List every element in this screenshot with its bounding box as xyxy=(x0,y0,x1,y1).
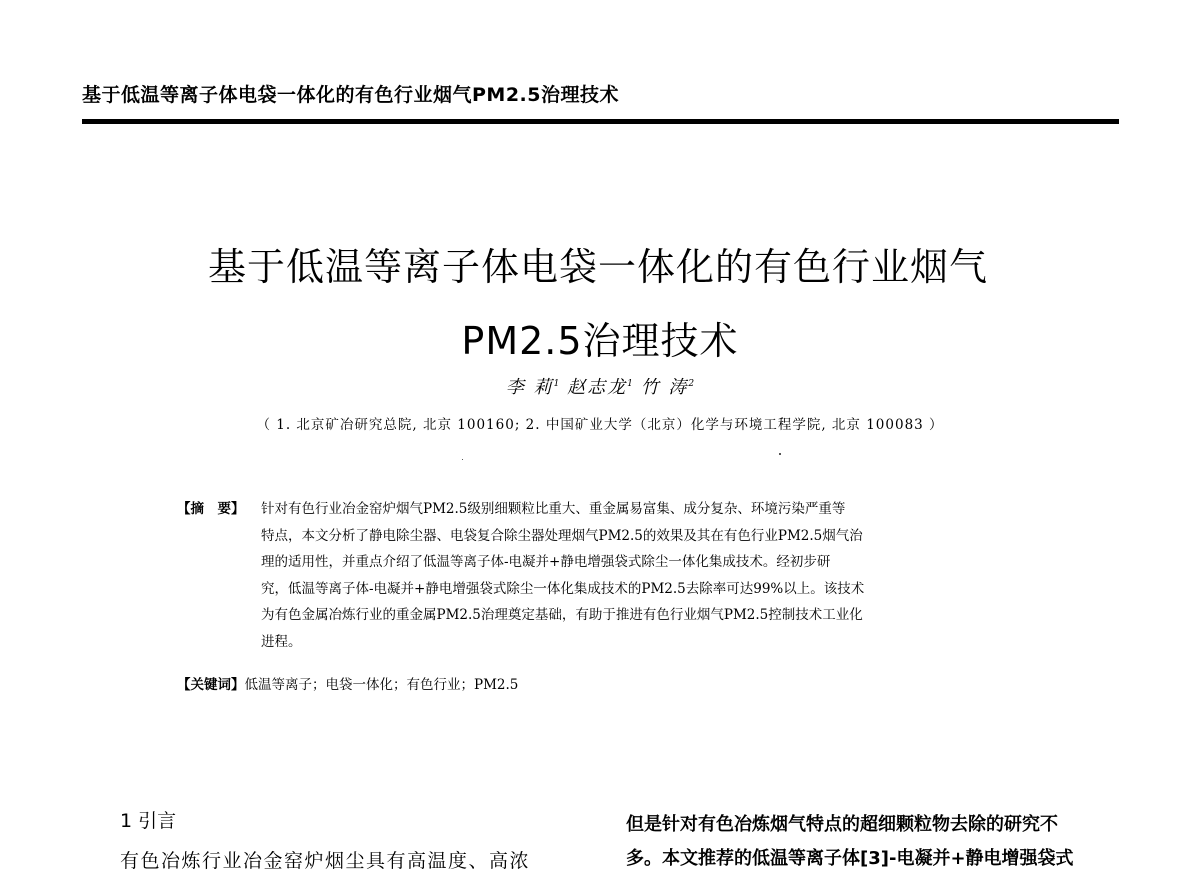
keywords-text: 低温等离子；电袋一体化；有色行业；PM2.5 xyxy=(244,677,519,693)
author-name: 赵志龙 xyxy=(567,377,628,398)
author-affiliation-mark: 2 xyxy=(688,379,695,389)
abstract-block xyxy=(177,496,1017,655)
speck xyxy=(462,459,463,460)
abstract-line: 究，低温等离子体-电凝并+静电增强袋式除尘一体化集成技术的PM2.5去除率可达99%以上。该技术 xyxy=(261,580,865,597)
section-heading: 1 引言 xyxy=(120,810,177,832)
author-affiliation-mark: 1 xyxy=(553,379,560,389)
paper-title-line-2: PM2.5治理技术 xyxy=(461,319,739,363)
author-affiliation-mark: 1 xyxy=(627,379,633,389)
abstract-line: 理的适用性，并重点介绍了低温等离子体-电凝并+静电增强袋式除尘一体化集成技术。经初步研 xyxy=(261,554,831,570)
speck xyxy=(779,453,781,455)
header-rule xyxy=(82,119,1119,124)
right-column-text xyxy=(626,808,1126,876)
author-list xyxy=(0,373,1200,399)
author-name: 竹 涛 xyxy=(640,377,689,398)
right-column-line: 但是针对有色冶炼烟气特点的超细颗粒物去除的研究不 xyxy=(626,814,1058,835)
author-name: 李 莉 xyxy=(505,377,554,398)
abstract-line: 进程。 xyxy=(261,633,302,650)
abstract-line: 针对有色行业冶金窑炉烟气PM2.5级别细颗粒比重大、重金属易富集、成分复杂、环境污染严重等 xyxy=(261,501,846,517)
affiliation-line: （ 1. 北京矿冶研究总院, 北京 100160; 2. 中国矿业大学（北京）化学与环境工程学院, 北京 100083 ） xyxy=(256,417,944,433)
abstract-body xyxy=(261,496,1017,655)
keywords-line xyxy=(177,672,1017,698)
paper-title-line-1: 基于低温等离子体电袋一体化的有色行业烟气 xyxy=(207,245,988,289)
running-header: 基于低温等离子体电袋一体化的有色行业烟气PM2.5治理技术 xyxy=(82,84,619,106)
abstract-line: 特点，本文分析了静电除尘器、电袋复合除尘器处理烟气PM2.5的效果及其在有色行业PM2.5烟气治 xyxy=(261,527,863,544)
abstract-label: 【摘 要】 xyxy=(177,501,245,517)
keywords-label: 【关键词】 xyxy=(177,677,245,693)
left-column-text: 有色冶炼行业冶金窑炉烟尘具有高温度、高浓 xyxy=(120,850,531,872)
abstract-line: 为有色金属冶炼行业的重金属PM2.5治理奠定基础，有助于推进有色行业烟气PM2.5控制技术工业化 xyxy=(261,607,863,623)
right-column-line: 多。本文推荐的低温等离子体[3]-电凝并+静电增强袋式 xyxy=(626,848,1074,869)
